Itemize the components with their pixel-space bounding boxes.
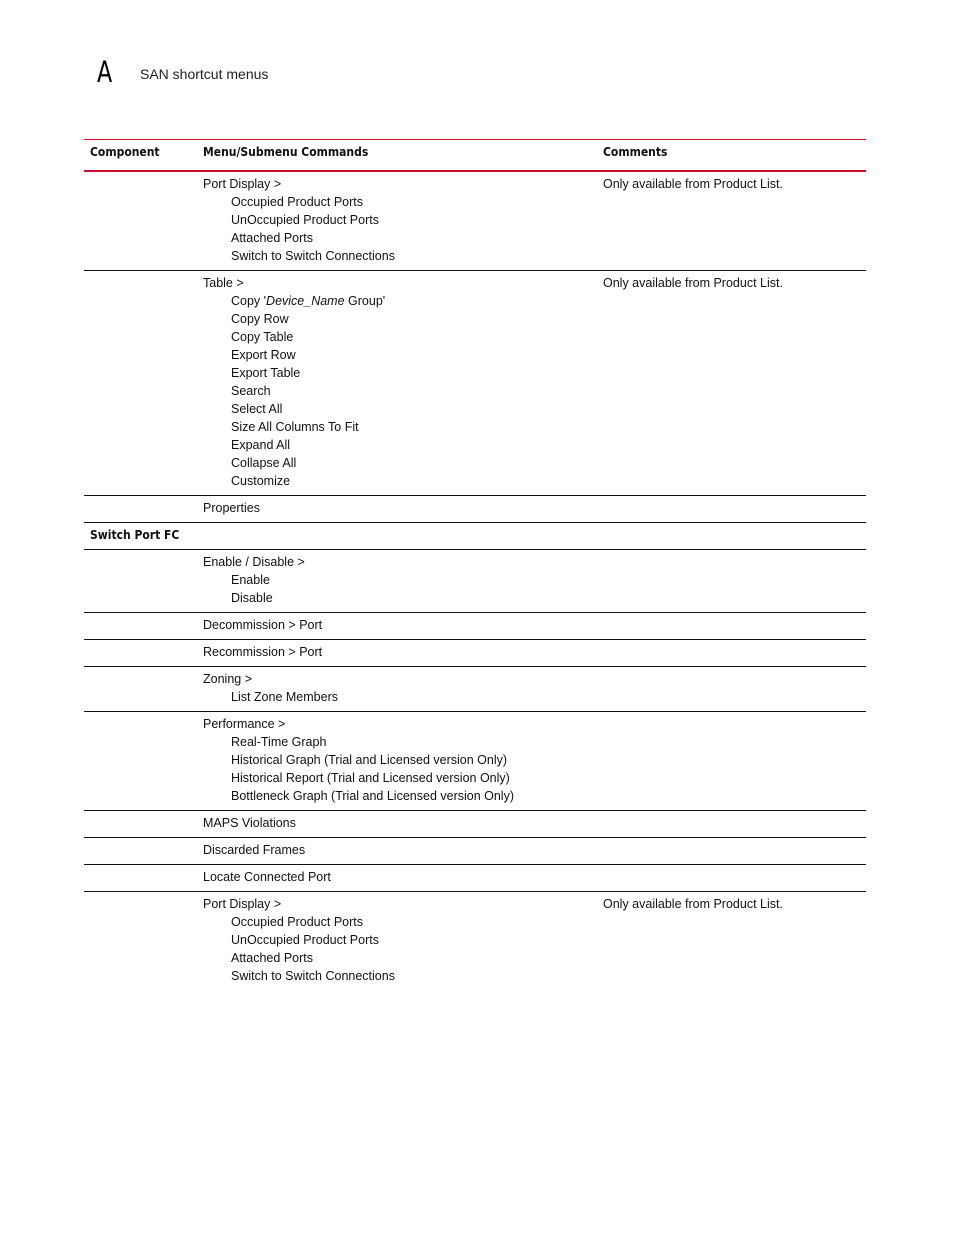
menu-command: Recommission > Port [203,645,323,659]
comment-cell [597,811,866,838]
submenu-command: Real-Time Graph [231,735,327,749]
submenu-command: List Zone Members [231,690,338,704]
menu-command: Zoning > [203,672,252,686]
component-cell [84,271,197,496]
commands-cell [197,838,597,865]
comment-cell: Only available from Product List. [603,276,783,290]
table-row [84,523,866,550]
table-row [84,865,866,892]
commands-cell [197,640,597,667]
menu-command: Port Display > [203,897,282,911]
submenu-command: Copy Row [231,312,289,326]
commands-cell [197,496,597,523]
shortcut-menu-table [84,139,866,990]
comment-cell [597,640,866,667]
submenu-command: Select All [231,402,283,416]
table-row [84,171,866,271]
comment-cell [597,523,866,550]
section-title: SAN shortcut menus [140,66,269,82]
table-row [84,496,866,523]
table-row [84,811,866,838]
comment-cell [597,865,866,892]
component-cell [84,171,197,271]
comment-cell: Only available from Product List. [603,177,783,191]
column-header-commands: Menu/Submenu Commands [203,145,369,159]
commands-cell [197,892,597,991]
submenu-command: Historical Report (Trial and Licensed version Only) [231,771,510,785]
menu-command: Discarded Frames [203,843,306,857]
comment-cell [597,838,866,865]
commands-cell [197,550,597,613]
submenu-command: Size All Columns To Fit [231,420,359,434]
submenu-command: Attached Ports [231,951,313,965]
table-row [84,838,866,865]
commands-cell [197,865,597,892]
submenu-command: Collapse All [231,456,297,470]
submenu-command: Occupied Product Ports [231,915,364,929]
commands-cell [197,712,597,811]
appendix-letter: A [97,55,113,89]
comment-cell [597,613,866,640]
menu-command: Performance > [203,717,286,731]
submenu-command: UnOccupied Product Ports [231,933,379,947]
component-cell [84,613,197,640]
component-cell [84,667,197,712]
submenu-command: Expand All [231,438,291,452]
menu-command: Table > [203,276,244,290]
comment-cell [597,712,866,811]
table-row [84,550,866,613]
commands-cell [197,523,597,550]
submenu-command: Customize [231,474,291,488]
menu-command: Properties [203,501,260,515]
commands-cell [197,667,597,712]
component-cell [84,712,197,811]
menu-command: Port Display > [203,177,282,191]
column-header-component: Component [90,145,160,159]
table-row [84,271,866,496]
component-cell [84,640,197,667]
commands-cell [197,171,597,271]
table-row [84,640,866,667]
table-row [84,667,866,712]
table-header-row [84,140,866,172]
submenu-text: Group' [344,294,386,308]
menu-command: Locate Connected Port [203,870,331,884]
submenu-command: Export Table [231,366,301,380]
device-name-placeholder: Device_Name [266,294,345,308]
menu-command: Decommission > Port [203,618,323,632]
component-cell [84,496,197,523]
commands-cell [197,613,597,640]
component-cell [84,811,197,838]
menu-command: MAPS Violations [203,816,296,830]
component-cell [84,838,197,865]
submenu-command: UnOccupied Product Ports [231,213,379,227]
component-cell [84,892,197,991]
submenu-command: Switch to Switch Connections [231,969,395,983]
table-row [84,892,866,991]
component-cell [84,550,197,613]
component-cell: Switch Port FC [90,528,180,542]
comment-cell [597,496,866,523]
commands-cell [197,271,597,496]
column-header-comments: Comments [603,145,668,159]
submenu-command [203,292,591,310]
table-row [84,613,866,640]
submenu-command: Disable [231,591,273,605]
submenu-command: Search [231,384,271,398]
comment-cell [597,550,866,613]
table-body [84,171,866,990]
submenu-command: Switch to Switch Connections [231,249,395,263]
component-cell [84,865,197,892]
submenu-text: Copy ' [231,294,267,308]
comment-cell [597,667,866,712]
submenu-command: Occupied Product Ports [231,195,364,209]
submenu-command: Export Row [231,348,296,362]
commands-cell [197,811,597,838]
submenu-command: Enable [231,573,270,587]
table-row [84,712,866,811]
submenu-command: Attached Ports [231,231,313,245]
submenu-command: Historical Graph (Trial and Licensed version Only) [231,753,508,767]
comment-cell: Only available from Product List. [603,897,783,911]
menu-command: Enable / Disable > [203,555,305,569]
submenu-command: Copy Table [231,330,294,344]
submenu-command: Bottleneck Graph (Trial and Licensed version Only) [231,789,515,803]
